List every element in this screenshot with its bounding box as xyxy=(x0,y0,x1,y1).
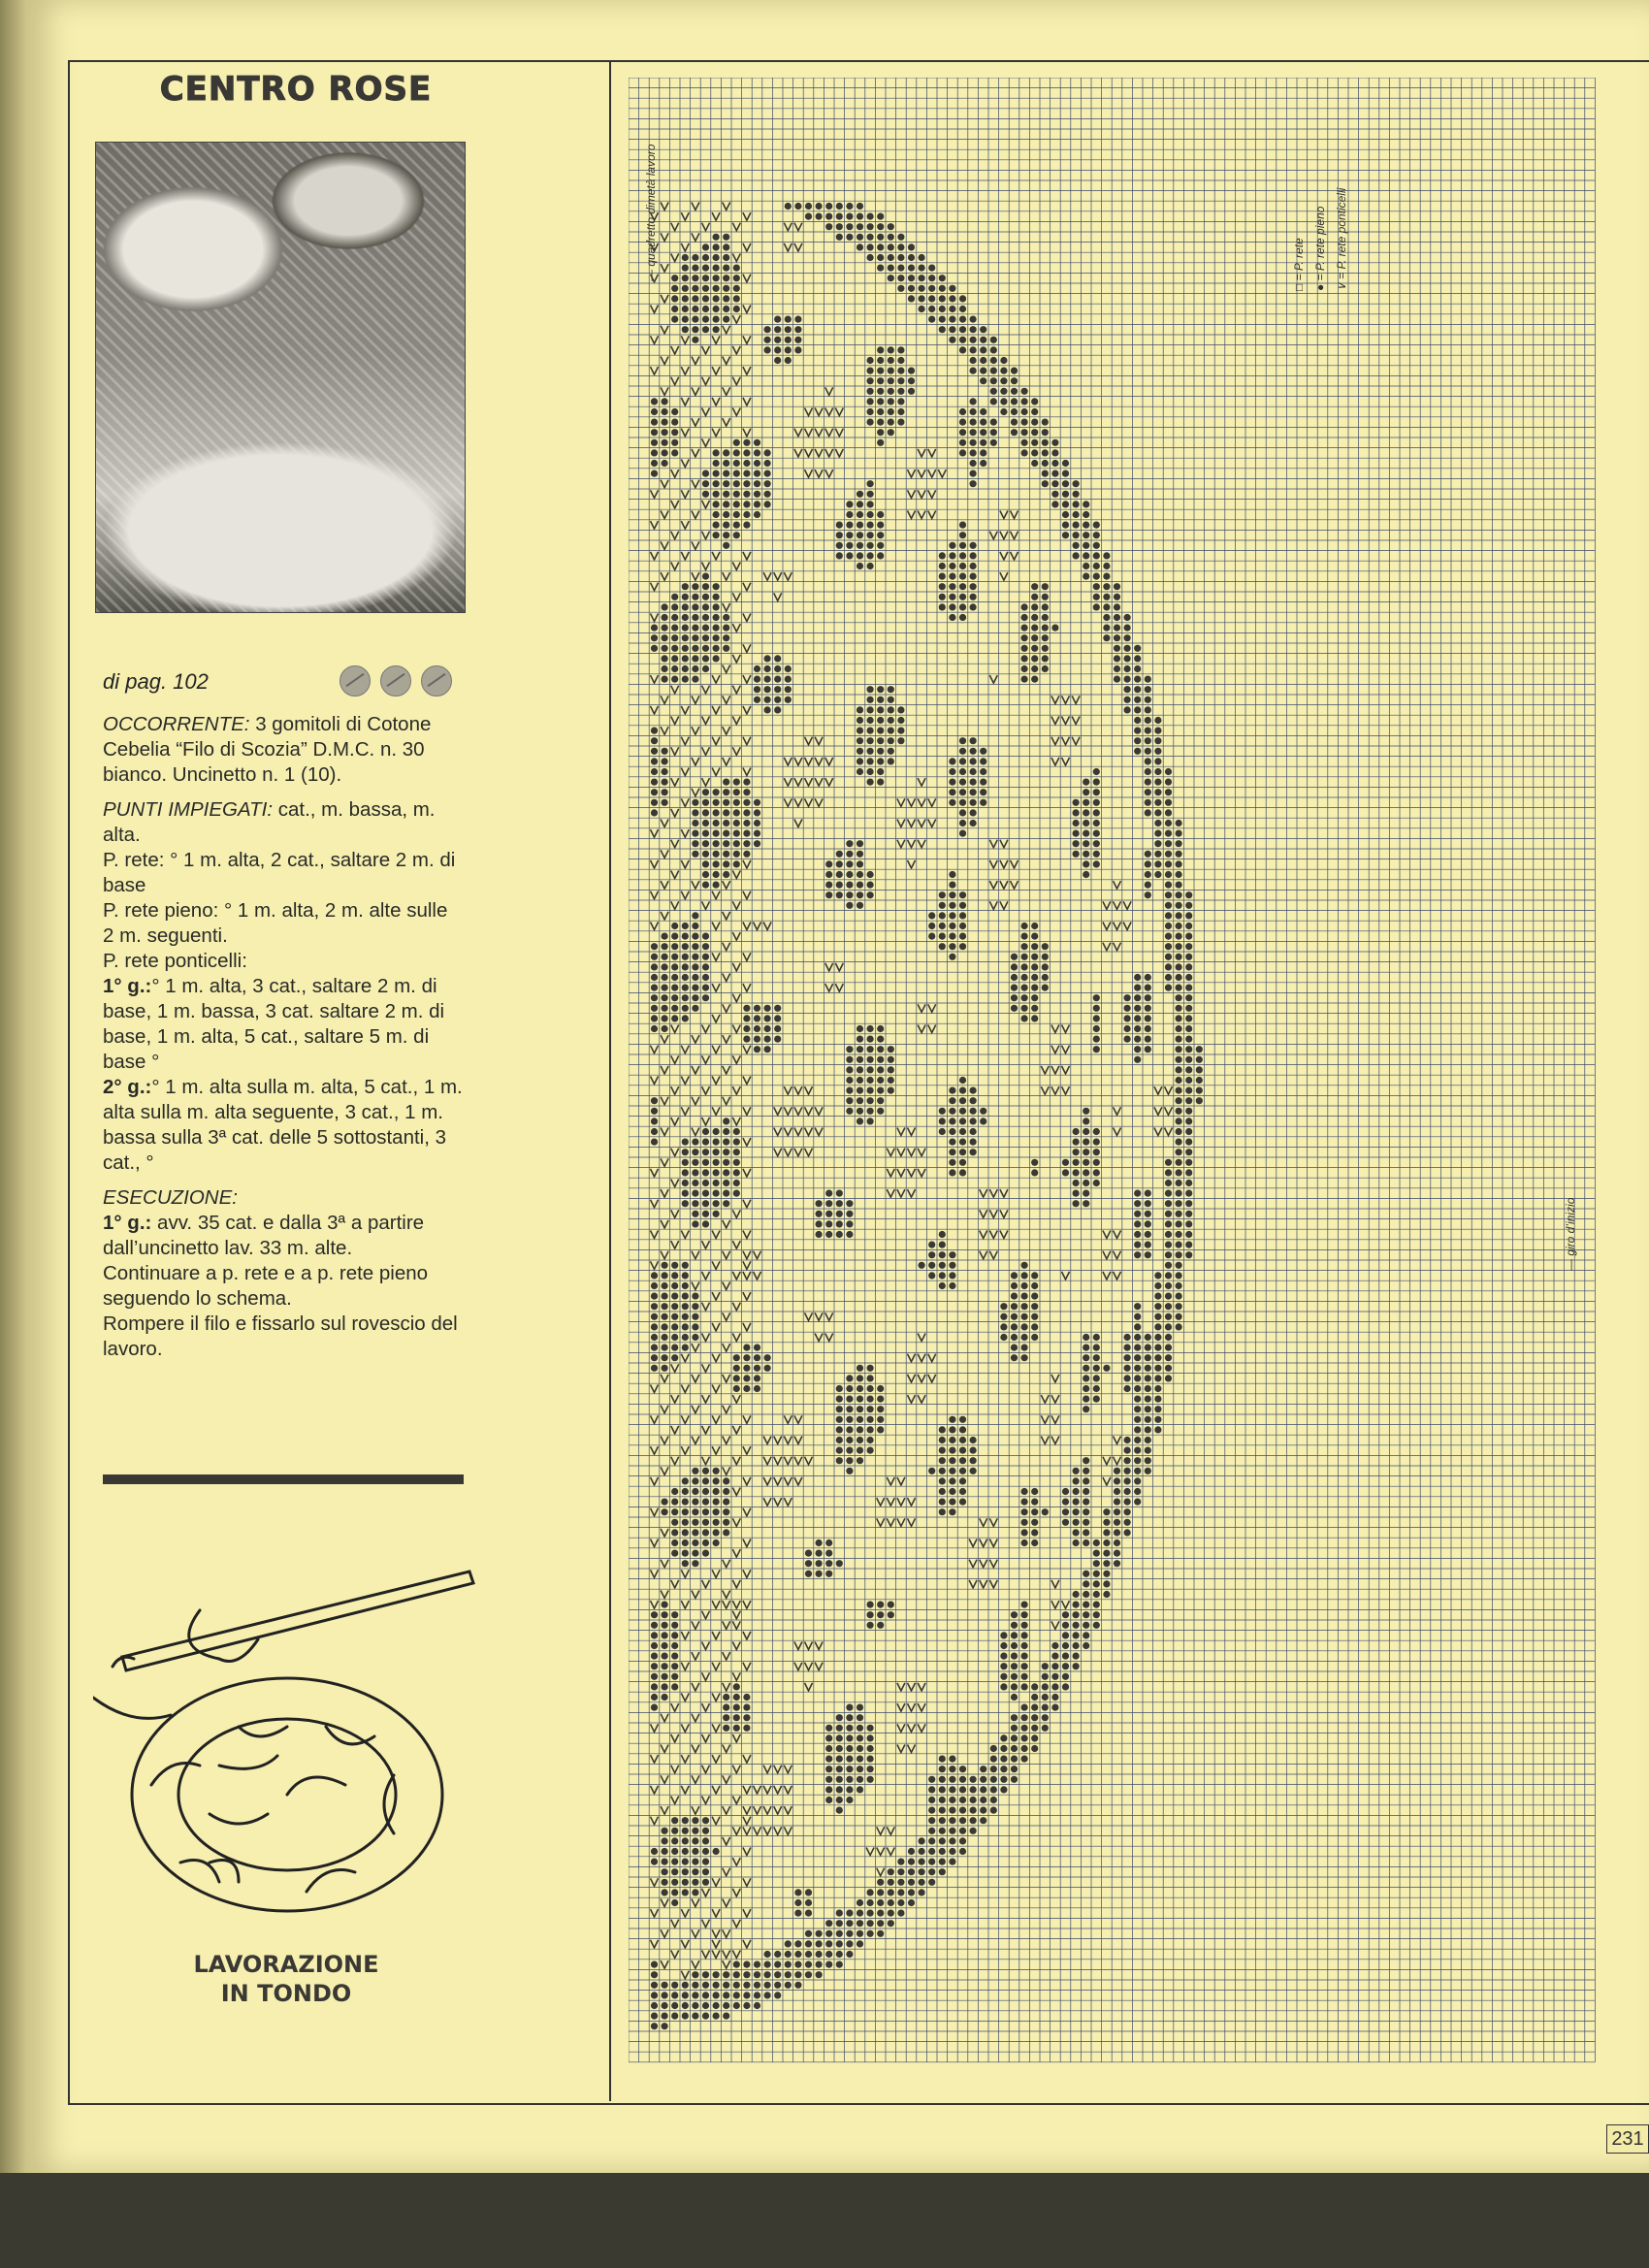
execution-round-1: 1° g.: avv. 35 cat. e dalla 3ª a partire dall’uncinetto lav. 33 m. alte. xyxy=(103,1212,425,1259)
legend-ponticelli: ∨ = P. rete ponticelli xyxy=(1335,187,1348,291)
difficulty-icon xyxy=(380,665,411,697)
book-spine-edge xyxy=(0,0,27,2173)
stitches-paragraph: PUNTI IMPIEGATI: cat., m. bassa, m. alta. xyxy=(103,798,436,846)
difficulty-icon xyxy=(340,665,371,697)
legend-pieno: ● = P. rete pieno xyxy=(1313,206,1327,291)
materials-paragraph: OCCORRENTE: 3 gomitoli di Cotone Cebelia “Filo di Scozia” D.M.C. n. 30 bianco. Uncinetto n. 1 (10). xyxy=(103,713,432,786)
scan-background xyxy=(0,2173,1649,2268)
execution-finish: Rompere il filo e fissarlo sul rovescio del lavoro. xyxy=(103,1312,458,1360)
page-reference: di pag. 102 xyxy=(103,669,209,694)
filet-crochet-chart xyxy=(629,78,1608,2076)
instructions xyxy=(103,712,464,1362)
page-title: CENTRO ROSE xyxy=(159,70,433,109)
column-divider xyxy=(609,60,611,2101)
round-1: 1° g.:° 1 m. alta, 3 cat., saltare 2 m. di base, 1 m. bassa, 3 cat. saltare 2 m. di base, 1 m. alta, 5 cat., saltare 5 m. di base ° xyxy=(103,975,445,1073)
legend-rete: □ = P. rete xyxy=(1292,238,1306,291)
execution-label: ESECUZIONE: xyxy=(103,1186,238,1209)
round-2: 2° g.:° 1 m. alta sulla m. alta, 5 cat., 1 m. alta sulla m. alta seguente, 3 cat., 1 m. bassa sulla 3ª cat. delle 5 sottostanti, 3 cat., ° xyxy=(103,1076,463,1174)
stitch-rete: P. rete: ° 1 m. alta, 2 cat., saltare 2 m. di base xyxy=(103,849,456,896)
section-bar xyxy=(103,1474,464,1484)
stitch-rete-ponticelli: P. rete ponticelli: xyxy=(103,950,247,972)
legend-start-round: — giro d’inizio xyxy=(1564,1197,1577,1271)
doily-photo xyxy=(95,142,466,613)
difficulty-icon xyxy=(421,665,452,697)
illustration-caption: LAVORAZIONE IN TONDO xyxy=(193,1951,379,2007)
execution-continue: Continuare a p. rete e a p. rete pieno seguendo lo schema. xyxy=(103,1262,429,1310)
legend-center-line: — quadretto dimetà lavoro xyxy=(644,144,658,281)
stitch-rete-pieno: P. rete pieno: ° 1 m. alta, 2 m. alte sulle 2 m. seguenti. xyxy=(103,899,448,947)
crochet-round-illustration xyxy=(93,1552,481,1921)
page-number: 231 xyxy=(1606,2124,1649,2154)
